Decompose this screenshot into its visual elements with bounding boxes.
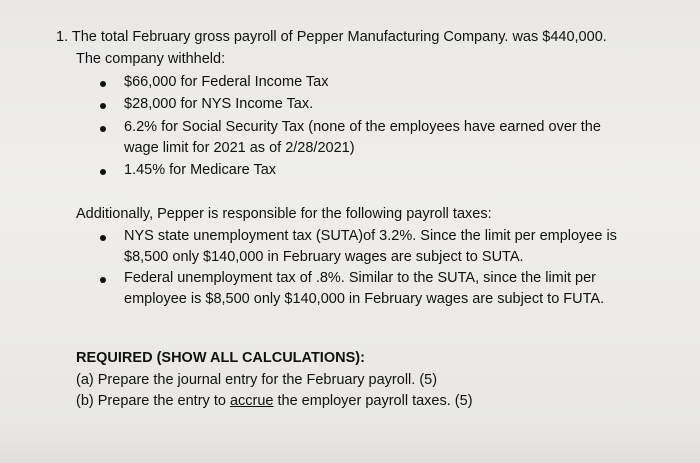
withheld-item-nys: $28,000 for NYS Income Tax. (124, 96, 314, 112)
bullet-icon (100, 126, 106, 132)
tax-item-futa-cont: employee is $8,500 only $140,000 in February wages are subject to FUTA. (124, 291, 605, 307)
withheld-item-medicare: 1.45% for Medicare Tax (124, 162, 277, 178)
required-item-b (76, 393, 473, 409)
withheld-item-social-security-cont: wage limit for 2021 as of 2/28/2021) (124, 140, 355, 156)
intro-line-2: The company withheld: (76, 51, 226, 67)
page-shadow (0, 423, 700, 463)
question-number: 1. (56, 29, 69, 45)
bullet-icon (100, 103, 106, 109)
bullet-icon (100, 169, 106, 175)
question-line-1 (56, 29, 607, 45)
tax-item-suta: NYS state unemployment tax (SUTA)of 3.2%. Since the limit per employee is (124, 228, 617, 244)
required-item-b-prefix: (b) Prepare the entry to (76, 393, 230, 409)
required-item-b-underlined: accrue (229, 393, 274, 409)
additional-intro: Additionally, Pepper is responsible for the following payroll taxes: (76, 206, 492, 222)
required-item-b-suffix: the employer payroll taxes. (5) (273, 393, 473, 409)
tax-item-futa: Federal unemployment tax of .8%. Similar to the SUTA, since the limit per (124, 270, 596, 286)
intro-text: The total February gross payroll of Pepper Manufacturing Company. was $440,000. (71, 29, 607, 45)
bullet-icon (100, 277, 106, 283)
withheld-item-federal: $66,000 for Federal Income Tax (124, 74, 329, 90)
bullet-icon (100, 235, 106, 241)
required-item-a: (a) Prepare the journal entry for the February payroll. (5) (76, 372, 438, 388)
required-heading: REQUIRED (SHOW ALL CALCULATIONS): (76, 350, 365, 366)
bullet-icon (100, 81, 106, 87)
withheld-item-social-security: 6.2% for Social Security Tax (none of the employees have earned over the (124, 119, 601, 135)
tax-item-suta-cont: $8,500 only $140,000 in February wages are subject to SUTA. (124, 249, 524, 265)
